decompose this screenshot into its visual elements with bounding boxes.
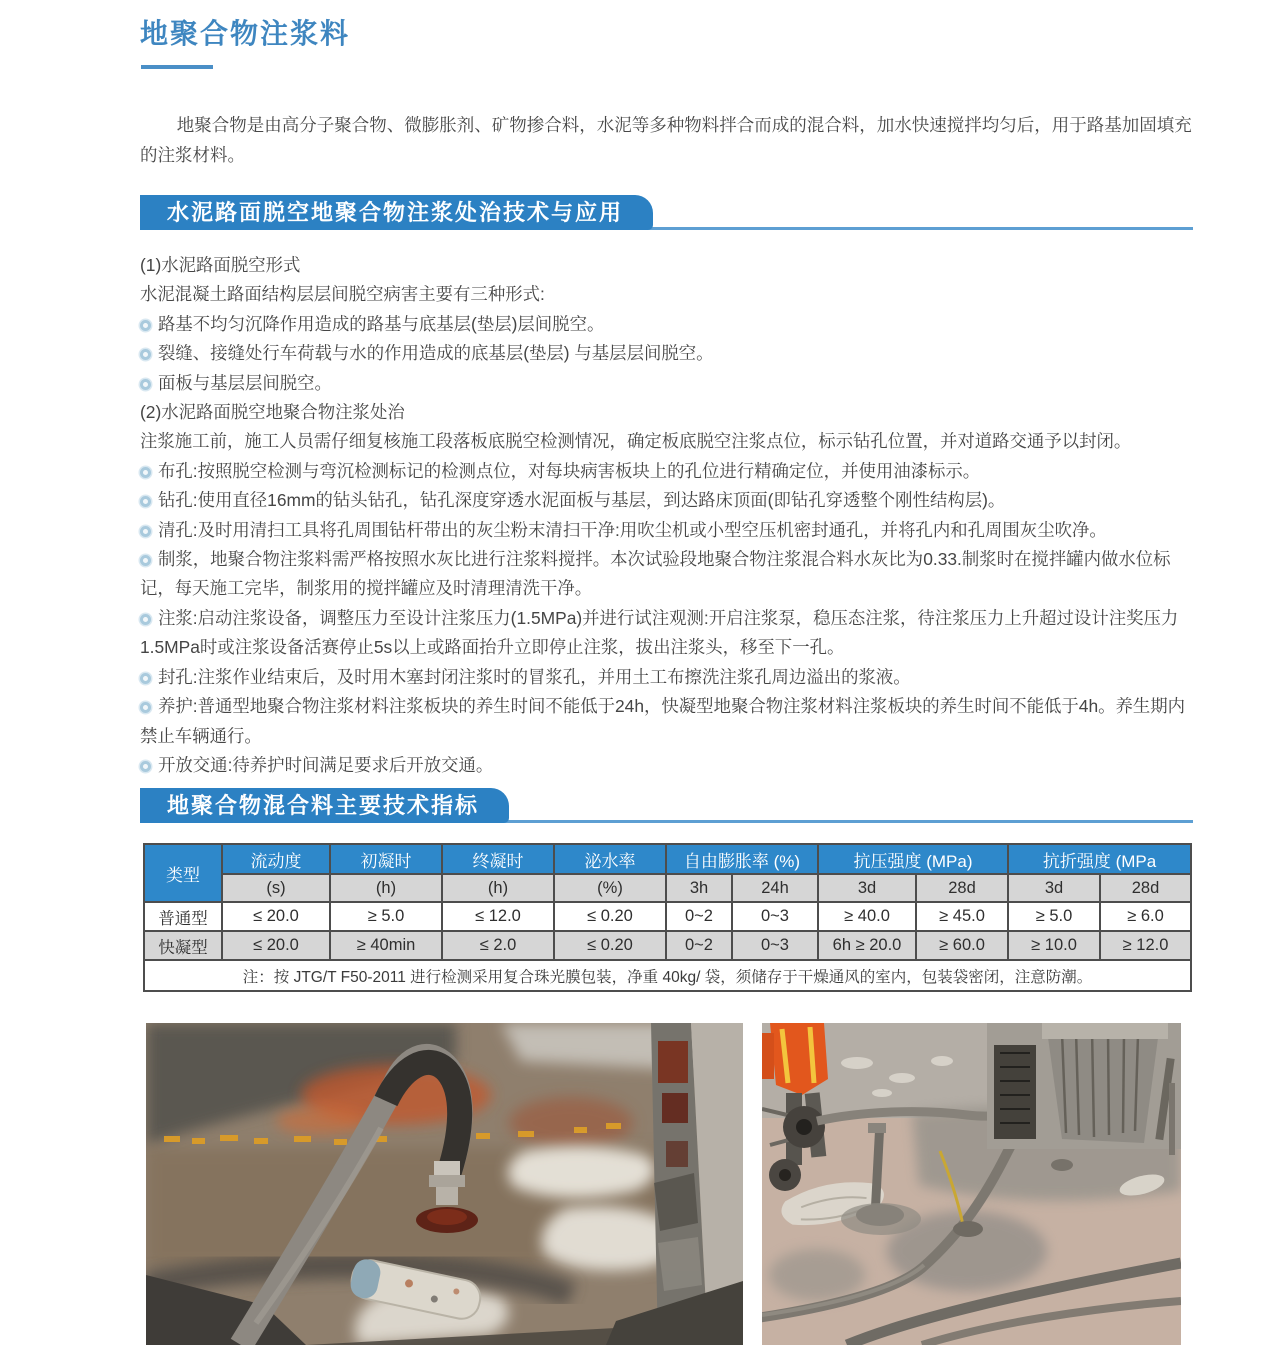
body-line-text: 水泥混凝土路面结构层层间脱空病害主要有三种形式: bbox=[140, 284, 545, 305]
body-line-text: 养护:普通型地聚合物注浆材料注浆板块的养生时间不能低于24h，快凝型地聚合物注浆材料注浆板块的养生时间不能低于4h。养生期内禁止车辆通行。 bbox=[140, 696, 1186, 746]
ring-bullet-icon bbox=[140, 349, 151, 360]
sub-header: 28d bbox=[916, 874, 1008, 902]
title-underline bbox=[141, 65, 213, 69]
cell: ≥ 60.0 bbox=[916, 931, 1008, 960]
body-line-text: 开放交通:待养护时间满足要求后开放交通。 bbox=[158, 754, 494, 775]
cell: 0~2 bbox=[666, 931, 732, 960]
ring-bullet-icon bbox=[140, 379, 151, 390]
body-line bbox=[140, 457, 1196, 486]
cell: ≤ 20.0 bbox=[222, 931, 330, 960]
body-line-text: 制浆，地聚合物注浆料需严格按照水灰比进行注浆料搅拌。本次试验段地聚合物注浆混合料水灰比为0.33.制浆时在搅拌罐内做水位标记，每天施工完毕，制浆用的搅拌罐应及时清理清洗干净。 bbox=[140, 549, 1171, 599]
ring-bullet-icon bbox=[140, 761, 151, 772]
body-line bbox=[140, 516, 1196, 545]
sub-header: 24h bbox=[732, 874, 818, 902]
ring-bullet-icon bbox=[140, 467, 151, 478]
cell: ≥ 40.0 bbox=[818, 902, 916, 931]
col-header: 泌水率 bbox=[554, 844, 666, 874]
cell: ≤ 0.20 bbox=[554, 902, 666, 931]
body-line bbox=[140, 486, 1196, 515]
cell: 6h ≥ 20.0 bbox=[818, 931, 916, 960]
body-line bbox=[140, 751, 1196, 780]
body-line-text: 钻孔:使用直径16mm的钻头钻孔，钻孔深度穿透水泥面板与基层，到达路床顶面(即钻孔穿透整个刚性结构层)。 bbox=[158, 490, 1006, 511]
ring-bullet-icon bbox=[140, 320, 151, 331]
ring-bullet-icon bbox=[140, 614, 151, 625]
ring-bullet-icon bbox=[140, 702, 151, 713]
body-line-text: 注浆:启动注浆设备，调整压力至设计注浆压力(1.5MPa)并进行试注观测:开启注浆泵，稳压态注浆，待注浆压力上升超过设计注奖压力1.5MPa时或注浆设备活赛停止5s以上或路面抬升立即停止注浆，拔出注浆头，移至下一孔。 bbox=[140, 607, 1179, 658]
sub-header: (s) bbox=[222, 874, 330, 902]
ring-bullet-icon bbox=[140, 496, 151, 507]
sub-header: 3h bbox=[666, 874, 732, 902]
body-line bbox=[140, 398, 1196, 427]
body-line bbox=[140, 427, 1196, 456]
construction-site-photo bbox=[762, 1023, 1181, 1345]
col-header: 抗压强度 (MPa) bbox=[818, 844, 1008, 874]
body-line bbox=[140, 663, 1196, 692]
col-header: 流动度 bbox=[222, 844, 330, 874]
section1-heading: 水泥路面脱空地聚合物注浆处治技术与应用 bbox=[140, 195, 653, 230]
sub-header: (h) bbox=[330, 874, 442, 902]
cell: ≤ 0.20 bbox=[554, 931, 666, 960]
body-line-text: (2)水泥路面脱空地聚合物注浆处治 bbox=[140, 402, 405, 423]
mixer-equipment bbox=[987, 1023, 1181, 1155]
sub-header: 3d bbox=[818, 874, 916, 902]
col-header: 终凝时 bbox=[442, 844, 554, 874]
grouting-hose-photo-art bbox=[146, 1023, 743, 1345]
body-line-text: 布孔:按照脱空检测与弯沉检测标记的检测点位，对每块病害板块上的孔位进行精确定位，并使用油漆标示。 bbox=[158, 460, 981, 481]
spec-table bbox=[143, 843, 1192, 992]
body-line bbox=[140, 545, 1196, 604]
ring-bullet-icon bbox=[140, 555, 151, 566]
cell: 0~3 bbox=[732, 902, 818, 931]
cell: 0~2 bbox=[666, 902, 732, 931]
table-row bbox=[144, 902, 1191, 931]
body-line bbox=[140, 604, 1196, 663]
section1-body bbox=[140, 251, 1196, 780]
cell: ≥ 40min bbox=[330, 931, 442, 960]
body-line-text: 注浆施工前，施工人员需仔细复核施工段落板底脱空检测情况，确定板底脱空注浆点位，标示钻孔位置，并对道路交通予以封闭。 bbox=[140, 431, 1132, 452]
body-line bbox=[140, 310, 1196, 339]
sub-header: 28d bbox=[1100, 874, 1191, 902]
body-line-text: 封孔:注浆作业结束后，及时用木塞封闭注浆时的冒浆孔，并用土工布擦洗注浆孔周边溢出的浆液。 bbox=[158, 666, 911, 687]
sub-header: (h) bbox=[442, 874, 554, 902]
body-line-text: (1)水泥路面脱空形式 bbox=[140, 255, 301, 275]
cell: ≤ 12.0 bbox=[442, 902, 554, 931]
sub-header: 3d bbox=[1008, 874, 1100, 902]
body-line bbox=[140, 369, 1196, 398]
col-header: 初凝时 bbox=[330, 844, 442, 874]
cell: ≥ 12.0 bbox=[1100, 931, 1191, 960]
sub-header: (%) bbox=[554, 874, 666, 902]
cell: ≤ 2.0 bbox=[442, 931, 554, 960]
table-row bbox=[144, 931, 1191, 960]
page-title: 地聚合物注浆料 bbox=[140, 18, 351, 49]
body-line bbox=[140, 280, 1196, 309]
body-line-text: 路基不均匀沉降作用造成的路基与底基层(垫层)层间脱空。 bbox=[158, 313, 605, 334]
body-line-text: 面板与基层层间脱空。 bbox=[158, 372, 332, 393]
body-line bbox=[140, 339, 1196, 368]
section2-heading: 地聚合物混合料主要技术指标 bbox=[140, 788, 509, 823]
table-corner-header: 类型 bbox=[144, 844, 222, 902]
cell: ≥ 6.0 bbox=[1100, 902, 1191, 931]
body-line bbox=[140, 251, 1196, 280]
construction-site-photo-art bbox=[762, 1023, 1181, 1345]
ring-bullet-icon bbox=[140, 673, 151, 684]
cell: ≤ 20.0 bbox=[222, 902, 330, 931]
body-line-text: 清孔:及时用清扫工具将孔周围钻杆带出的灰尘粉末清扫干净:用吹尘机或小型空压机密封通孔，并将孔内和孔周围灰尘吹净。 bbox=[158, 519, 1107, 540]
col-header: 抗折强度 (MPa bbox=[1008, 844, 1191, 874]
cell: 0~3 bbox=[732, 931, 818, 960]
body-line-text: 裂缝、接缝处行车荷载与水的作用造成的底基层(垫层) 与基层层间脱空。 bbox=[158, 343, 714, 364]
table-note-row bbox=[144, 960, 1191, 991]
row-type: 快凝型 bbox=[144, 931, 222, 960]
cell: ≥ 45.0 bbox=[916, 902, 1008, 931]
grouting-hose-photo bbox=[146, 1023, 743, 1345]
cell: ≥ 5.0 bbox=[1008, 902, 1100, 931]
intro-paragraph: 地聚合物是由高分子聚合物、微膨胀剂、矿物掺合料，水泥等多种物料拌合而成的混合料，加水快速搅拌均匀后，用于路基加固填充的注浆材料。 bbox=[140, 115, 1192, 165]
col-header: 自由膨胀率 (%) bbox=[666, 844, 818, 874]
body-line bbox=[140, 692, 1196, 751]
row-type: 普通型 bbox=[144, 902, 222, 931]
ring-bullet-icon bbox=[140, 526, 151, 537]
cell: ≥ 5.0 bbox=[330, 902, 442, 931]
table-note: 注：按 JTG/T F50-2011 进行检测采用复合珠光膜包装，净重 40kg/ 袋，须储存于干燥通风的室内，包装袋密闭，注意防潮。 bbox=[144, 960, 1191, 991]
cell: ≥ 10.0 bbox=[1008, 931, 1100, 960]
